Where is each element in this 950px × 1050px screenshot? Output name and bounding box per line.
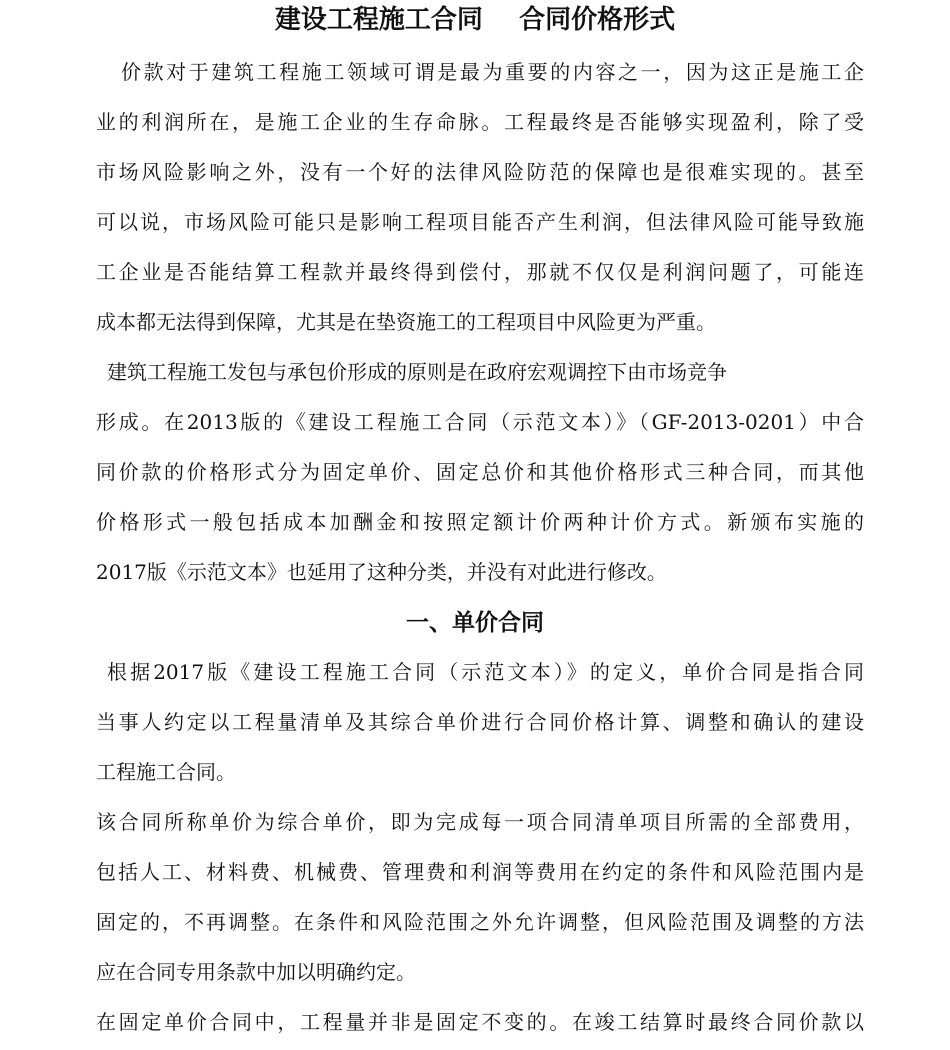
paragraph-line: 业的利润所在，是施工企业的生存命脉。工程最终是否能够实现盈利，除了受: [96, 110, 864, 134]
paragraph-line: 固定的，不再调整。在条件和风险范围之外允许调整，但风险范围及调整的方法: [96, 910, 864, 934]
paragraph-line: 形成。在2013版的《建设工程施工合同（示范文本）》（GF-2013-0201）中合: [96, 410, 864, 434]
paragraph-line: 建筑工程施工发包与承包价形成的原则是在政府宏观调控下由市场竞争: [107, 360, 727, 384]
paragraph-line: 应在合同专用条款中加以明确约定。: [96, 960, 416, 984]
paragraph-line: 可以说，市场风险可能只是影响工程项目能否产生利润，但法律风险可能导致施: [96, 210, 864, 234]
paragraph-line: 价款对于建筑工程施工领域可谓是最为重要的内容之一，因为这正是施工企: [121, 60, 864, 84]
paragraph-line: 价格形式一般包括成本加酬金和按照定额计价两种计价方式。新颁布实施的: [96, 510, 864, 534]
paragraph-line: 市场风险影响之外，没有一个好的法律风险防范的保障也是很难实现的。甚至: [96, 160, 864, 184]
document-title: 建设工程施工合同 合同价格形式: [274, 5, 676, 35]
paragraph-line: 工企业是否能结算工程款并最终得到偿付，那就不仅仅是利润问题了，可能连: [96, 260, 864, 284]
paragraph-line: 该合同所称单价为综合单价，即为完成每一项合同清单项目所需的全部费用，: [96, 810, 864, 834]
paragraph-line: 包括人工、材料费、机械费、管理费和利润等费用在约定的条件和风险范围内是: [96, 860, 864, 884]
paragraph-line: 当事人约定以工程量清单及其综合单价进行合同价格计算、调整和确认的建设: [96, 710, 864, 734]
paragraph-line: 2017版《示范文本》也延用了这种分类，并没有对此进行修改。: [96, 560, 667, 584]
paragraph-line: 工程施工合同。: [96, 760, 236, 784]
paragraph-line: 同价款的价格形式分为固定单价、固定总价和其他价格形式三种合同，而其他: [96, 460, 864, 484]
paragraph-line: 成本都无法得到保障，尤其是在垫资施工的工程项目中风险更为严重。: [96, 310, 716, 334]
paragraph-line: 在固定单价合同中，工程量并非是固定不变的。在竣工结算时最终合同价款以: [96, 1010, 864, 1034]
section-heading: 一、单价合同: [406, 609, 544, 636]
paragraph-line: 根据2017版《建设工程施工合同（示范文本）》的定义，单价合同是指合同: [107, 660, 864, 684]
